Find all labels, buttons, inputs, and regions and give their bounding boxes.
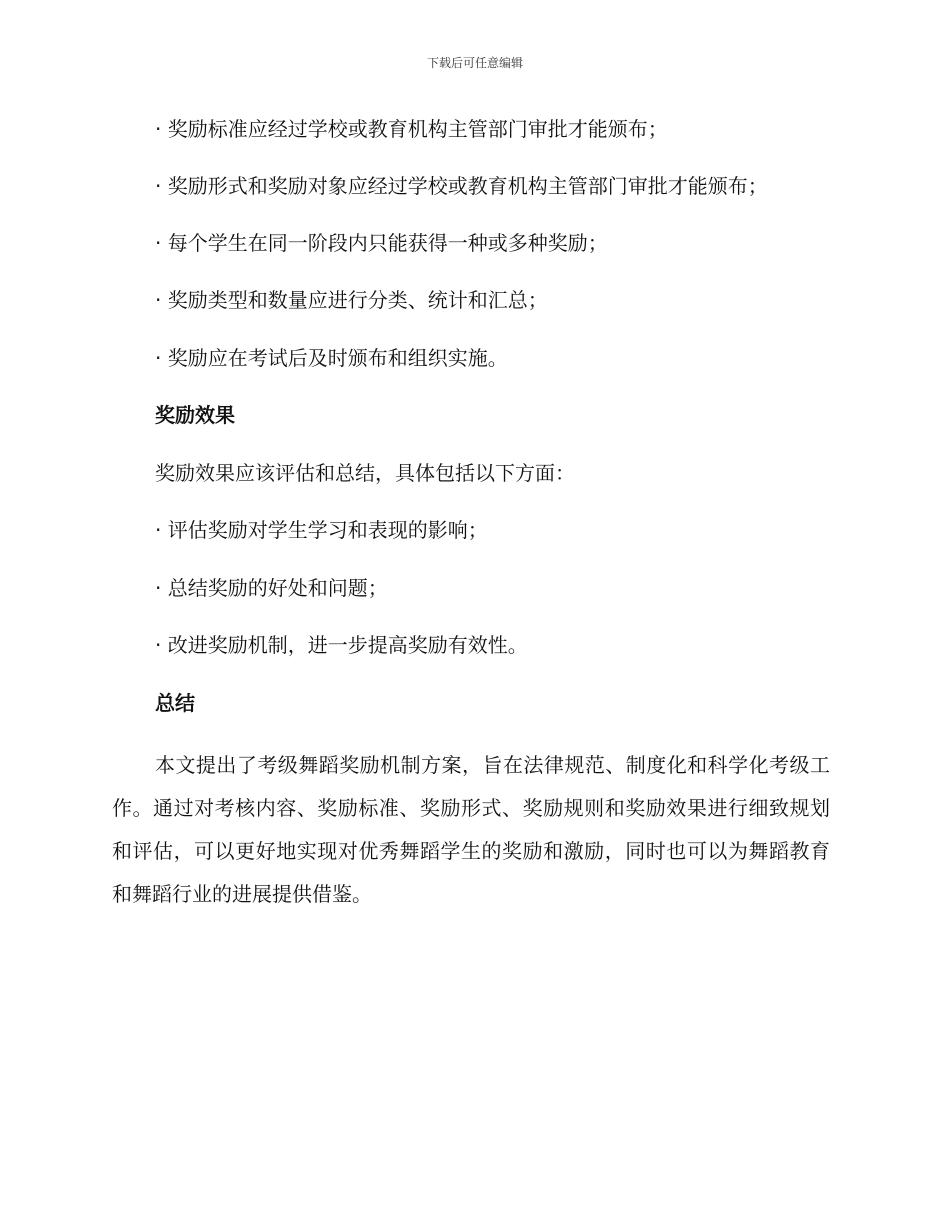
summary-heading: 总结 [155,691,195,715]
rule-item-1: · 奖励标准应经过学校或教育机构主管部门审批才能颁布； [155,117,668,141]
header-note: 下载后可任意编辑 [426,56,523,70]
effect-item-1: · 评估奖励对学生学习和表现的影响； [155,518,488,542]
effect-item-2: · 总结奖励的好处和问题； [155,576,388,600]
effect-item-3: · 改进奖励机制，进一步提高奖励有效性。 [155,633,528,657]
rule-item-2: · 奖励形式和奖励对象应经过学校或教育机构主管部门审批才能颁布； [155,174,768,198]
rule-item-3: · 每个学生在同一阶段内只能获得一种或多种奖励； [155,231,608,255]
rule-item-5: · 奖励应在考试后及时颁布和组织实施。 [155,346,508,370]
effect-intro: 奖励效果应该评估和总结，具体包括以下方面： [155,461,575,485]
effect-heading: 奖励效果 [155,403,235,427]
summary-paragraph: 本文提出了考级舞蹈奖励机制方案，旨在法律规范、制度化和科学化考级工作。通过对考核内容、奖励标准、奖励形式、奖励规则和奖励效果进行细致规划和评估，可以更好地实现对优秀舞蹈学生的奖励和激励，同时也可以为舞蹈教育和舞蹈行业的进展提供借鉴。 [112,753,830,906]
rule-item-4: · 奖励类型和数量应进行分类、统计和汇总； [155,288,548,312]
